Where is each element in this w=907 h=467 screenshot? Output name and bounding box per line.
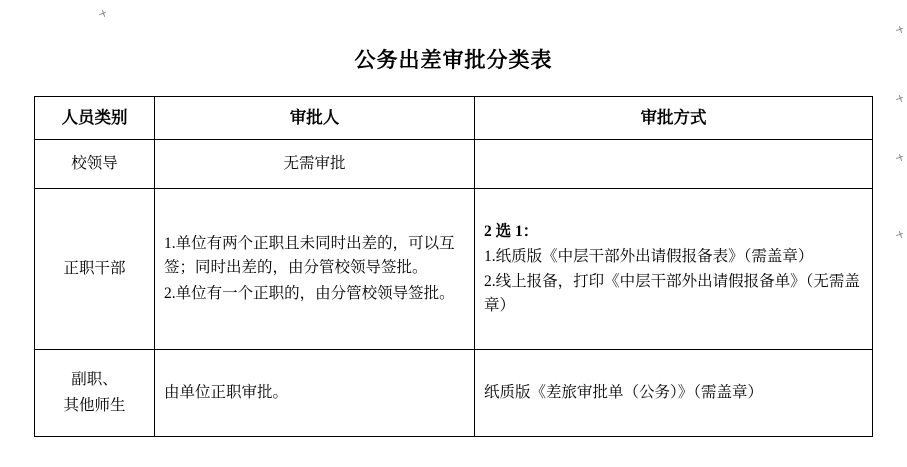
category-line-2: 其他师生 bbox=[63, 396, 126, 414]
cell-category: 正职干部 bbox=[35, 189, 155, 350]
table-row bbox=[35, 140, 873, 189]
column-header-method: 审批方式 bbox=[475, 97, 873, 140]
comment-anchor-icon bbox=[896, 95, 905, 104]
comment-anchor-icon bbox=[896, 231, 905, 240]
page-title: 公务出差审批分类表 bbox=[354, 47, 553, 72]
table-header-row bbox=[35, 97, 873, 140]
table-row bbox=[35, 350, 873, 437]
approval-table bbox=[34, 96, 873, 437]
cell-method bbox=[475, 140, 873, 189]
cell-method: 纸质版《差旅审批单（公务）》（需盖章） bbox=[475, 350, 873, 437]
cell-category: 校领导 bbox=[35, 140, 155, 189]
column-header-category: 人员类别 bbox=[35, 97, 155, 140]
table-row bbox=[35, 189, 873, 350]
cell-approver: 由单位正职审批。 bbox=[155, 350, 475, 437]
column-header-approver: 审批人 bbox=[155, 97, 475, 140]
approver-line-1: 1.单位有两个正职且未同时出差的，可以互签；同时出差的，由分管校领导签批。 bbox=[164, 235, 455, 277]
approver-line-2: 2.单位有一个正职的，由分管校领导签批。 bbox=[164, 284, 455, 302]
method-lead: 2 选 1： bbox=[484, 222, 539, 240]
method-line-1: 1.纸质版《中层干部外出请假报备表》（需盖章） bbox=[484, 247, 814, 265]
cell-method bbox=[475, 189, 873, 350]
category-line-1: 副职、 bbox=[71, 371, 118, 389]
cell-approver bbox=[155, 189, 475, 350]
comment-anchor-icon bbox=[896, 154, 905, 163]
cell-category bbox=[35, 350, 155, 437]
cell-approver: 无需审批 bbox=[155, 140, 475, 189]
method-line-2: 2.线上报备，打印《中层干部外出请假报备单》（无需盖章） bbox=[484, 273, 860, 315]
